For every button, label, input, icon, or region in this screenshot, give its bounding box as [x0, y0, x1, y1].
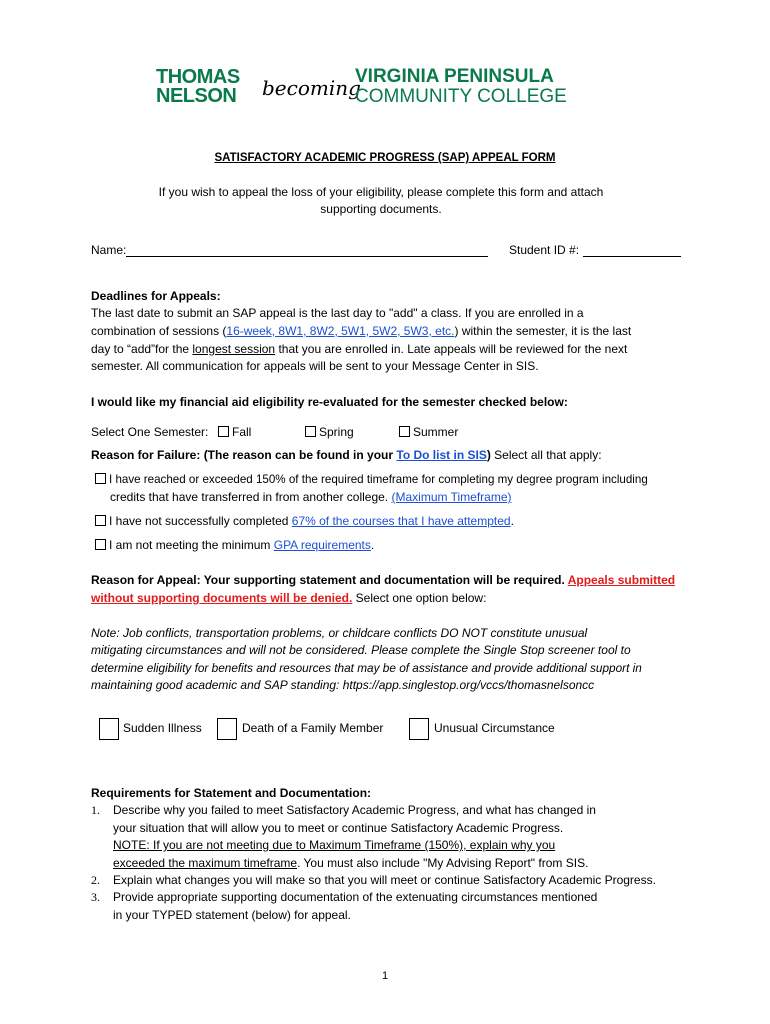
- appeal-heading-b: Select one option below:: [352, 591, 487, 605]
- failure-1-checkbox[interactable]: [95, 473, 106, 484]
- req-2-text: Explain what changes you will make so that you will meet or continue Satisfactory Academic Progress.: [113, 873, 656, 887]
- summer-checkbox[interactable]: [399, 426, 410, 437]
- name-field[interactable]: [126, 256, 488, 257]
- deadlines-line3-a: day to “add”for the: [91, 342, 193, 356]
- name-label: Name:: [91, 243, 127, 257]
- deadlines-line3-b: that you are enrolled in. Late appeals will be reviewed for the next: [275, 342, 628, 356]
- failure-heading-c: Select all that apply:: [490, 448, 602, 462]
- appeal-heading-line1: [91, 572, 675, 589]
- semester-option-fall[interactable]: [218, 424, 251, 441]
- failure-heading-b: ): [486, 448, 491, 462]
- failure-2-checkbox[interactable]: [95, 515, 106, 526]
- failure-2-period: .: [510, 514, 514, 528]
- student-id-field[interactable]: [583, 256, 681, 257]
- sudden-illness-label: Sudden Illness: [123, 721, 202, 735]
- spring-checkbox[interactable]: [305, 426, 316, 437]
- semester-option-spring[interactable]: [305, 424, 354, 441]
- logo-becoming: becoming: [262, 76, 361, 100]
- deadlines-line1: The last date to submit an SAP appeal is the last day to "add" a class. If you are enrolled in a: [91, 306, 584, 320]
- requirements-heading: Requirements for Statement and Documentation:: [91, 786, 372, 800]
- semester-label: Select One Semester:: [91, 425, 209, 439]
- note-line4: maintaining good academic and SAP standing: https://app.singlestop.org/vccs/thomasnelsoncc: [91, 678, 595, 692]
- req-1-line4: [113, 855, 588, 872]
- note-line3: determine eligibility for benefits and resources that may be of assistance and provide additional support in: [91, 661, 642, 675]
- deadlines-line2-a: combination of sessions (: [91, 324, 227, 338]
- deadlines-line3: [91, 341, 627, 358]
- appeals-denied-warning-1: Appeals submitted: [567, 573, 676, 587]
- intro-line2: supporting documents.: [320, 202, 442, 216]
- req-3-line1: Provide appropriate supporting documentation of the extenuating circumstances mentioned: [113, 890, 598, 904]
- gpa-requirements-link[interactable]: GPA requirements: [273, 538, 371, 552]
- maximum-timeframe-link[interactable]: (Maximum Timeframe): [391, 490, 512, 504]
- failure-option-2[interactable]: [95, 513, 514, 530]
- note-line2: mitigating circumstances and will not be considered. Please complete the Single Stop screener tool to: [91, 643, 631, 657]
- failure-3-text: I am not meeting the minimum: [109, 538, 274, 552]
- req-1-line4-rest: . You must also include "My Advising Report" from SIS.: [297, 856, 589, 870]
- deadlines-line2: [91, 323, 631, 340]
- logo-left-line1: THOMAS: [156, 66, 240, 88]
- longest-session-text: longest session: [192, 342, 276, 356]
- courses-attempted-link[interactable]: 67% of the courses that I have attempted: [291, 514, 511, 528]
- req-3-line2: in your TYPED statement (below) for appeal.: [113, 908, 351, 922]
- sudden-illness-checkbox[interactable]: [99, 718, 119, 740]
- logo-right-line2: COMMUNITY COLLEGE: [355, 86, 567, 107]
- fall-checkbox[interactable]: [218, 426, 229, 437]
- note-line1: Note: Job conflicts, transportation problems, or childcare conflicts DO NOT constitute unusual: [91, 626, 588, 640]
- failure-3-checkbox[interactable]: [95, 539, 106, 550]
- form-title: SATISFACTORY ACADEMIC PROGRESS (SAP) APPEAL FORM: [214, 152, 556, 164]
- death-family-label: Death of a Family Member: [242, 721, 384, 735]
- logo-left-line2: NELSON: [156, 85, 237, 107]
- deadlines-line2-b: ) within the semester, it is the last: [454, 324, 632, 338]
- unusual-circumstance-checkbox[interactable]: [409, 718, 429, 740]
- appeal-heading-a: Reason for Appeal: Your supporting statement and documentation will be required.: [91, 573, 568, 587]
- logo-right-line1: VIRGINIA PENINSULA: [355, 66, 554, 87]
- unusual-circumstance-label: Unusual Circumstance: [434, 721, 555, 735]
- failure-option-1[interactable]: [95, 471, 648, 488]
- appeal-heading-line2: [91, 590, 486, 607]
- sessions-link[interactable]: 16-week, 8W1, 8W2, 5W1, 5W2, 5W3, etc.: [226, 324, 455, 338]
- appeals-denied-warning-2: without supporting documents will be denied.: [91, 591, 353, 605]
- req-1-line2: your situation that will allow you to meet or continue Satisfactory Academic Progress.: [113, 821, 564, 835]
- failure-2-text: I have not successfully completed: [109, 514, 292, 528]
- req-1-line3: NOTE: If you are not meeting due to Maximum Timeframe (150%), explain why you: [113, 838, 556, 852]
- death-family-checkbox[interactable]: [217, 718, 237, 740]
- page-number: 1: [381, 970, 389, 982]
- req-number-2: 2.: [91, 873, 100, 887]
- deadlines-line4: semester. All communication for appeals will be sent to your Message Center in SIS.: [91, 359, 539, 373]
- summer-label: Summer: [413, 425, 459, 439]
- failure-1-line2: credits that have transferred in from another college.: [110, 490, 392, 504]
- todo-list-link[interactable]: To Do list in SIS: [396, 448, 487, 462]
- failure-option-3[interactable]: [95, 537, 374, 554]
- intro-line1: If you wish to appeal the loss of your eligibility, please complete this form and attach: [158, 185, 604, 199]
- req-1-line4-underlined: exceeded the maximum timeframe: [113, 856, 298, 870]
- failure-3-period: .: [370, 538, 375, 552]
- failure-heading: [91, 447, 602, 464]
- student-id-label: Student ID #:: [509, 243, 580, 257]
- semester-option-summer[interactable]: [399, 424, 458, 441]
- logo-right: [355, 67, 567, 107]
- logo-left: [156, 68, 240, 106]
- deadlines-heading: Deadlines for Appeals:: [91, 289, 221, 303]
- spring-label: Spring: [319, 425, 354, 439]
- reevaluate-heading: I would like my financial aid eligibility re-evaluated for the semester checked below:: [91, 395, 568, 409]
- req-number-1: 1.: [91, 803, 100, 817]
- req-number-3: 3.: [91, 890, 100, 904]
- failure-option-1-line2: [110, 489, 512, 506]
- fall-label: Fall: [232, 425, 252, 439]
- failure-heading-a: Reason for Failure: (The reason can be found in your: [91, 448, 397, 462]
- failure-1-line1: I have reached or exceeded 150% of the required timeframe for completing my degree program including: [109, 473, 648, 486]
- req-1-line1: Describe why you failed to meet Satisfactory Academic Progress, and what has changed in: [113, 803, 596, 817]
